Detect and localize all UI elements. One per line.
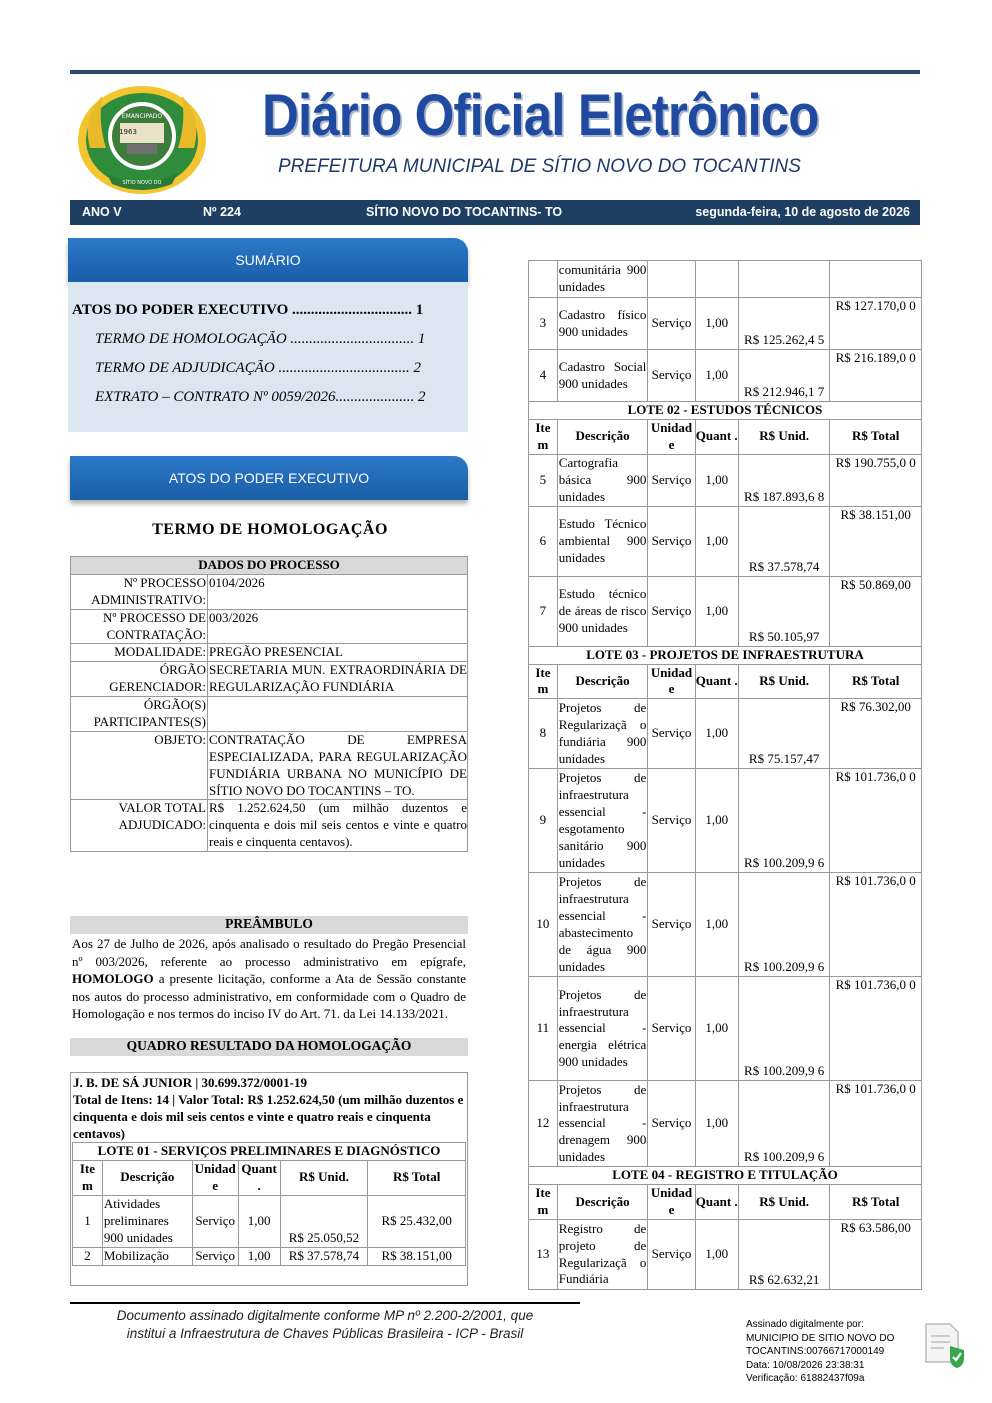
item-unit: Serviço (648, 699, 695, 769)
col-item: Ite m (529, 419, 558, 454)
item-unit: Serviço (648, 298, 695, 350)
lote-title: LOTE 01 - SERVIÇOS PRELIMINARES E DIAGNÓSTICO (73, 1143, 466, 1161)
item-total: R$ 25.432,00 (368, 1195, 466, 1247)
item-quantity: 1,00 (695, 769, 738, 873)
item-number: 8 (529, 699, 558, 769)
svg-text:EMANCIPADO: EMANCIPADO (121, 113, 163, 120)
col-unid: Unidad e (192, 1160, 238, 1195)
process-key: Nº PROCESSO DE CONTRATAÇÃO: (71, 609, 208, 644)
process-key: ÓRGÃO GERENCIADOR: (71, 662, 208, 697)
item-quantity: 1,00 (238, 1247, 280, 1265)
toc-item-adjudicacao[interactable]: TERMO DE ADJUDICAÇÃO ................................... 2 (95, 360, 421, 376)
col-quant: Quant . (238, 1160, 280, 1195)
item-quantity: 1,00 (695, 1220, 738, 1290)
item-number: 13 (529, 1220, 558, 1290)
item-number: 7 (529, 576, 558, 646)
item-unit-price: R$ 75.157,47 (738, 699, 830, 769)
col-unit-price: R$ Unid. (738, 419, 830, 454)
table-row (73, 1247, 466, 1265)
certificate-check-icon (918, 1318, 970, 1370)
vendor-totals: Total de Itens: 14 | Valor Total: R$ 1.252.624,50 (um milhão duzentos e cinquenta e dois mil seis centos e vinte e quatro reais e cinquenta centavos) (73, 1091, 464, 1141)
col-quant: Quant . (695, 419, 738, 454)
item-unit: Serviço (192, 1195, 238, 1247)
item-quantity: 1,00 (695, 699, 738, 769)
document-title: TERMO DE HOMOLOGAÇÃO (152, 521, 388, 538)
item-unit-price (738, 261, 830, 298)
toc-item-homologacao[interactable]: TERMO DE HOMOLOGAÇÃO ................................. 1 (95, 331, 426, 347)
process-key: Nº PROCESSO ADMINISTRATIVO: (71, 574, 208, 609)
col-total: R$ Total (830, 1185, 922, 1220)
lote-title: LOTE 03 - PROJETOS DE INFRAESTRUTURA (529, 646, 922, 664)
item-number: 11 (529, 977, 558, 1081)
item-unit-price: R$ 37.578,74 (738, 506, 830, 576)
process-key: OBJETO: (71, 731, 208, 800)
item-unit-price: R$ 100.209,9 6 (738, 977, 830, 1081)
item-total (830, 261, 922, 298)
item-unit: Serviço (648, 350, 695, 402)
item-quantity: 1,00 (695, 454, 738, 506)
signature-line: Documento assinado digitalmente conforme MP nº 2.200-2/2001, que (116, 1308, 534, 1323)
item-number: 12 (529, 1081, 558, 1167)
process-row (71, 662, 468, 697)
item-number: 10 (529, 873, 558, 977)
item-number: 3 (529, 298, 558, 350)
process-row (71, 697, 468, 732)
item-description: Projetos de infraestrutura essencial - drenagem 900 unidades (557, 1081, 648, 1167)
svg-text:1963: 1963 (119, 128, 137, 136)
table-row (529, 261, 922, 298)
process-row (71, 609, 468, 644)
table-row (529, 298, 922, 350)
lote-01-table (72, 1142, 466, 1266)
item-unit: Serviço (648, 769, 695, 873)
table-row (529, 350, 922, 402)
issue-info-bar (70, 200, 920, 225)
col-total: R$ Total (830, 664, 922, 699)
stamp-line: Verificação: 61882437f09a (746, 1373, 865, 1384)
stamp-line: TOCANTINS:00766717000149 (746, 1346, 885, 1357)
digital-signature-notice (70, 1307, 580, 1343)
item-description: Atividades preliminares 900 unidades (102, 1195, 192, 1247)
process-key: VALOR TOTAL ADJUDICADO: (71, 800, 208, 852)
item-quantity: 1,00 (695, 977, 738, 1081)
item-total: R$ 216.189,0 0 (830, 350, 922, 402)
item-total: R$ 127.170,0 0 (830, 298, 922, 350)
item-quantity: 1,00 (695, 298, 738, 350)
item-number: 5 (529, 454, 558, 506)
item-total: R$ 101.736,0 0 (830, 977, 922, 1081)
masthead-title: Diário Oficial Eletrônico (262, 83, 819, 148)
lote-title: LOTE 04 - REGISTRO E TITULAÇÃO (529, 1167, 922, 1185)
process-row (71, 644, 468, 662)
lote-title: LOTE 02 - ESTUDOS TÉCNICOS (529, 402, 922, 420)
item-description: Cadastro Social 900 unidades (557, 350, 648, 402)
top-rule (70, 70, 920, 74)
item-number: 6 (529, 506, 558, 576)
item-total: R$ 101.736,0 0 (830, 873, 922, 977)
item-unit: Serviço (192, 1247, 238, 1265)
item-unit-price: R$ 212.946,1 7 (738, 350, 830, 402)
stamp-line: MUNICIPIO DE SITIO NOVO DO (746, 1332, 895, 1344)
process-value: SECRETARIA MUN. EXTRAORDINÁRIA DE REGULARIZAÇÃO FUNDIÁRIA (208, 662, 468, 697)
item-unit-price: R$ 37.578,74 (280, 1247, 368, 1265)
item-unit: Serviço (648, 1220, 695, 1290)
vendor-summary (73, 1075, 467, 1143)
item-description: Projetos de infraestrutura essencial - energia elétrica 900 unidades (557, 977, 648, 1081)
signature-rule (70, 1302, 580, 1304)
col-quant: Quant . (695, 664, 738, 699)
col-desc: Descrição (557, 664, 648, 699)
col-desc: Descrição (557, 419, 648, 454)
process-value: CONTRATAÇÃO DE EMPRESA ESPECIALIZADA, PARA REGULARIZAÇÃO FUNDIÁRIA URBANA NO MUNICÍPIO DE SÍTIO NOVO DO TOCANTINS – TO. (208, 731, 468, 800)
table-row (529, 506, 922, 576)
table-row (529, 1081, 922, 1167)
stamp-line: Data: 10/08/2026 23:38:31 (746, 1359, 865, 1371)
item-description: Projetos de infraestrutura essencial - esgotamento sanitário 900 unidades (557, 769, 648, 873)
item-number (529, 261, 558, 298)
item-number: 9 (529, 769, 558, 873)
table-row (529, 769, 922, 873)
issue-location: SÍTIO NOVO DO TOCANTINS- TO (366, 205, 563, 219)
item-total: R$ 50.869,00 (830, 576, 922, 646)
table-row (529, 873, 922, 977)
col-desc: Descrição (557, 1185, 648, 1220)
process-key: MODALIDADE: (71, 644, 208, 662)
item-description: Cadastro físico 900 unidades (557, 298, 648, 350)
signature-line: institui a Infraestrutura de Chaves Públicas Brasileira - ICP - Brasil (126, 1326, 524, 1342)
toc-main-entry[interactable]: ATOS DO PODER EXECUTIVO ................................ 1 (72, 302, 424, 318)
item-number: 4 (529, 350, 558, 402)
result-header: QUADRO RESULTADO DA HOMOLOGAÇÃO (70, 1038, 468, 1056)
table-row (529, 977, 922, 1081)
col-unid: Unidad e (648, 1185, 695, 1220)
item-quantity: 1,00 (238, 1195, 280, 1247)
column-header-row (529, 1185, 922, 1220)
table-row (529, 454, 922, 506)
item-unit-price: R$ 50.105,97 (738, 576, 830, 646)
table-row (529, 1220, 922, 1290)
item-total: R$ 38.151,00 (830, 506, 922, 576)
column-header-row (73, 1160, 466, 1195)
preamble-homologo: HOMOLOGO (72, 971, 154, 987)
item-total: R$ 38.151,00 (368, 1247, 466, 1265)
item-unit-price: R$ 100.209,9 6 (738, 1081, 830, 1167)
issue-year: ANO V (82, 205, 122, 219)
table-row (529, 699, 922, 769)
preamble-text (72, 935, 466, 1023)
process-row (71, 574, 468, 609)
item-number: 1 (73, 1195, 103, 1247)
item-number: 2 (73, 1247, 103, 1265)
col-total: R$ Total (830, 419, 922, 454)
vendor-name: J. B. DE SÁ JUNIOR | 30.699.372/0001-19 (73, 1075, 307, 1090)
preamble-text-part: a presente licitação, conforme a Ata de Sessão constante nos autos do processo administrativo, em conformidade com o Quadro de Homologação e nos termos do inciso IV do Art. 71. da Lei 14.133/2021. (72, 971, 466, 1022)
item-unit: Serviço (648, 1081, 695, 1167)
item-unit-price: R$ 25.050,52 (280, 1195, 368, 1247)
item-unit: Serviço (648, 873, 695, 977)
col-unit-price: R$ Unid. (738, 1185, 830, 1220)
section-tab-poder-executivo: ATOS DO PODER EXECUTIVO (70, 456, 468, 500)
item-unit: Serviço (648, 506, 695, 576)
process-key: ÓRGÃO(S) PARTICIPANTES(S) (71, 697, 208, 732)
item-quantity: 1,00 (695, 873, 738, 977)
table-row (529, 576, 922, 646)
col-quant: Quant . (695, 1185, 738, 1220)
col-item: Ite m (529, 1185, 558, 1220)
col-unit-price: R$ Unid. (738, 664, 830, 699)
col-unid: Unidad e (648, 664, 695, 699)
item-description: Projetos de infraestrutura essencial - abastecimento de água 900 unidades (557, 873, 648, 977)
column-header-row (529, 664, 922, 699)
toc-item-extrato[interactable]: EXTRATO – CONTRATO Nº 0059/2026..................... 2 (95, 389, 426, 405)
process-value: 003/2026 (208, 609, 468, 644)
preamble-header: PREÂMBULO (70, 916, 468, 934)
col-item: Ite m (73, 1160, 103, 1195)
item-unit-price: R$ 187.893,6 8 (738, 454, 830, 506)
process-data-table (70, 556, 468, 852)
item-description: Estudo técnico de áreas de risco 900 unidades (557, 576, 648, 646)
item-total: R$ 76.302,00 (830, 699, 922, 769)
item-unit (648, 261, 695, 298)
item-unit-price: R$ 100.209,9 6 (738, 873, 830, 977)
col-item: Ite m (529, 664, 558, 699)
process-value: PREGÃO PRESENCIAL (208, 644, 468, 662)
table-row (73, 1195, 466, 1247)
stamp-line: Assinado digitalmente por: (746, 1319, 864, 1330)
item-quantity: 1,00 (695, 1081, 738, 1167)
item-description: Mobilização (102, 1247, 192, 1265)
masthead-subtitle: PREFEITURA MUNICIPAL DE SÍTIO NOVO DO TOCANTINS (278, 156, 801, 177)
process-row (71, 731, 468, 800)
item-quantity: 1,00 (695, 350, 738, 402)
municipal-seal-logo (72, 78, 212, 198)
col-unid: Unidad e (648, 419, 695, 454)
item-description: Estudo Técnico ambiental 900 unidades (557, 506, 648, 576)
item-total: R$ 63.586,00 (830, 1220, 922, 1290)
process-value: 0104/2026 (208, 574, 468, 609)
process-value (208, 697, 468, 732)
item-description: Cartografia básica 900 unidades (557, 454, 648, 506)
item-unit-price: R$ 100.209,9 6 (738, 769, 830, 873)
item-total: R$ 101.736,0 0 (830, 769, 922, 873)
digital-signature-stamp (746, 1318, 922, 1386)
item-unit-price: R$ 62.632,21 (738, 1220, 830, 1290)
item-description: Projetos de Regularizaçã o fundiária 900 unidades (557, 699, 648, 769)
item-quantity: 1,00 (695, 506, 738, 576)
process-header: DADOS DO PROCESSO (71, 557, 468, 575)
column-header-row (529, 419, 922, 454)
issue-number: Nº 224 (203, 205, 241, 219)
item-quantity: 1,00 (695, 576, 738, 646)
item-unit-price: R$ 125.262,4 5 (738, 298, 830, 350)
item-unit: Serviço (648, 576, 695, 646)
item-quantity (695, 261, 738, 298)
item-description: comunitária 900 unidades (557, 261, 648, 298)
issue-date: segunda-feira, 10 de agosto de 2026 (695, 205, 910, 219)
col-total: R$ Total (368, 1160, 466, 1195)
svg-text:SÍTIO NOVO DO: SÍTIO NOVO DO (122, 180, 162, 186)
item-unit: Serviço (648, 454, 695, 506)
item-unit: Serviço (648, 977, 695, 1081)
process-value: R$ 1.252.624,50 (um milhão duzentos e cinquenta e dois mil seis centos e vinte e quatro reais e cinquenta centavos). (208, 800, 468, 852)
summary-tab: SUMÁRIO (68, 238, 468, 282)
lotes-continued-table (528, 260, 922, 1290)
item-description: Registro de projeto de Regularizaçã o Fundiária (557, 1220, 648, 1290)
process-row (71, 800, 468, 852)
item-total: R$ 190.755,0 0 (830, 454, 922, 506)
item-total: R$ 101.736,0 0 (830, 1081, 922, 1167)
col-unit-price: R$ Unid. (280, 1160, 368, 1195)
col-desc: Descrição (102, 1160, 192, 1195)
preamble-text-part: Aos 27 de Julho de 2026, após analisado o resultado do Pregão Presencial nº 003/2026, referente ao processo administrativo em epígrafe, (72, 936, 466, 969)
